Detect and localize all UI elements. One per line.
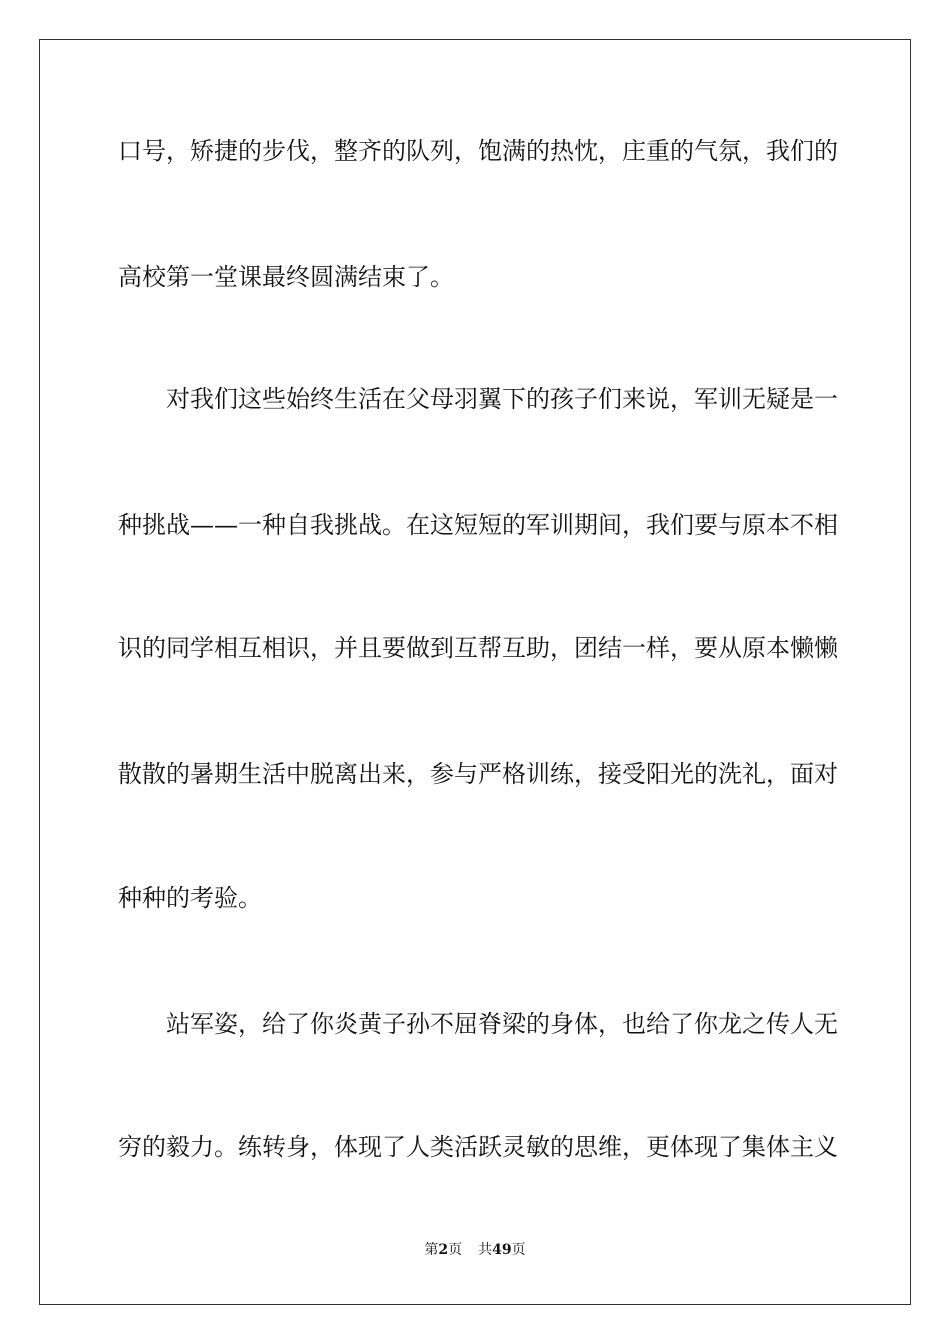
- total-pages: 49: [492, 1242, 512, 1258]
- total-prefix: 共: [478, 1242, 493, 1258]
- page-number: 2: [438, 1242, 449, 1258]
- body-line-4: 种挑战——一种自我挑战。在这短短的军训期间，我们要与原本不相: [118, 511, 838, 539]
- page-frame: [39, 39, 911, 1305]
- body-line-1: 口号，矫捷的步伐，整齐的队列，饱满的热忱，庄重的气氛，我们的: [118, 137, 838, 165]
- body-line-3: 对我们这些始终生活在父母羽翼下的孩子们来说，军训无疑是一: [166, 385, 838, 413]
- page-prefix: 第: [424, 1242, 439, 1258]
- body-line-8: 站军姿，给了你炎黄子孙不屈脊梁的身体，也给了你龙之传人无: [166, 1010, 838, 1038]
- page-suffix: 页: [448, 1242, 463, 1258]
- body-line-7: 种种的考验。: [118, 884, 262, 912]
- body-line-5: 识的同学相互相识，并且要做到互帮互助，团结一样，要从原本懒懒: [118, 634, 838, 662]
- total-suffix: 页: [511, 1242, 526, 1258]
- body-line-9: 穷的毅力。练转身，体现了人类活跃灵敏的思维，更体现了集体主义: [118, 1133, 838, 1161]
- body-line-6: 散散的暑期生活中脱离出来，参与严格训练，接受阳光的洗礼，面对: [118, 760, 838, 788]
- page-footer: [0, 1240, 950, 1260]
- body-line-2: 高校第一堂课最终圆满结束了。: [118, 263, 454, 291]
